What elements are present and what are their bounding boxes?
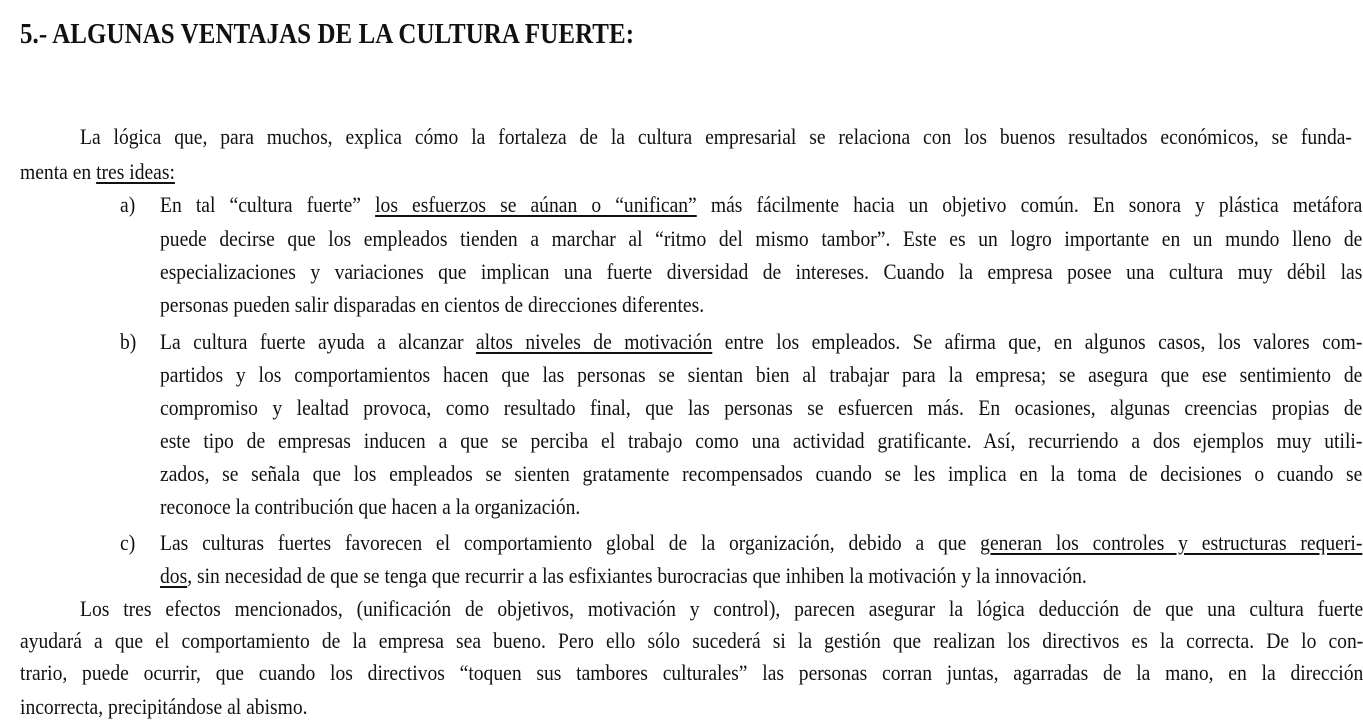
text-run: más fácilmente hacia un objetivo común. En sonora y plástica metáfora xyxy=(696,192,1363,217)
item-a-marker: a) xyxy=(120,192,136,217)
item-a-line-2: puede decirse que los empleados tienden a marchar al “ritmo del mismo tambor”. Este es un logro importante en un mundo lleno de xyxy=(160,226,1363,251)
closing-line-2: ayudará a que el comportamiento de la empresa sea bueno. Pero ello sólo sucederá si la gestión que realizan los directivos es la correcta. De lo con- xyxy=(20,628,1363,653)
underlined-controles: generan los controles y estructuras requeri- xyxy=(980,530,1363,555)
item-b-line-4: este tipo de empresas inducen a que se perciba el trabajo como una actividad gratificante. Así, recurriendo a dos ejemplos muy utili- xyxy=(160,428,1363,453)
item-b-line-5: zados, se señala que los empleados se sienten gratamente recompensados cuando se les implica en la toma de decisiones o cuando se xyxy=(160,461,1363,486)
closing-line-4: incorrecta, precipitándose al abismo. xyxy=(20,694,308,719)
item-b-marker: b) xyxy=(120,329,137,354)
intro-line-1 xyxy=(80,123,1352,150)
closing-line-3: trario, puede ocurrir, que cuando los directivos “toquen sus tambores culturales” las personas corran juntas, agarradas de la mano, en la dirección xyxy=(20,660,1363,685)
text-run: entre los empleados. Se afirma que, en algunos casos, los valores com- xyxy=(712,329,1363,354)
section-heading: 5.- ALGUNAS VENTAJAS DE LA CULTURA FUERTE: xyxy=(20,18,635,50)
item-a-line-1 xyxy=(160,191,1362,218)
text-run: menta en xyxy=(20,159,97,184)
item-c-line-1 xyxy=(160,529,1362,556)
item-b-line-3: compromiso y lealtad provoca, como resultado final, que las personas se esfuercen más. En ocasiones, algunas creencias propias de xyxy=(160,395,1363,420)
item-a-line-3: especializaciones y variaciones que implican una fuerte diversidad de intereses. Cuando la empresa posee una cultura muy débil las xyxy=(160,259,1363,284)
underlined-motivacion: altos niveles de motivación xyxy=(475,329,713,354)
item-c-marker: c) xyxy=(120,530,136,555)
item-b-line-2: partidos y los comportamientos hacen que las personas se sientan bien al trabajar para la empresa; se asegura que ese sentimiento de xyxy=(160,362,1363,387)
closing-line-1: Los tres efectos mencionados, (unificación de objetivos, motivación y control), parecen asegurar la lógica deducción de que una cultura fuerte xyxy=(80,596,1363,621)
item-b-line-1 xyxy=(160,328,1362,355)
underlined-tres-ideas: tres ideas: xyxy=(96,159,175,184)
item-c-line-2 xyxy=(160,562,1087,589)
intro-line-2 xyxy=(20,158,175,185)
text-run: La lógica que, para muchos, explica cómo la fortaleza de la cultura empresarial se relaciona con los buenos resultados económicos, se funda- xyxy=(80,124,1352,149)
text-run: En tal “cultura fuerte” xyxy=(160,192,376,217)
text-run: Las culturas fuertes favorecen el comportamiento global de la organización, debido a que xyxy=(160,530,981,555)
item-a-line-4: personas pueden salir disparadas en cientos de direcciones diferentes. xyxy=(160,292,705,317)
underlined-esfuerzos: los esfuerzos se aúnan o “unifican” xyxy=(375,192,697,217)
underlined-dos: dos xyxy=(160,563,188,588)
text-run: , sin necesidad de que se tenga que recurrir a las esfixiantes burocracias que inhiben la motivación y la innovación. xyxy=(187,563,1087,588)
text-run: La cultura fuerte ayuda a alcanzar xyxy=(160,329,476,354)
item-b-line-6: reconoce la contribución que hacen a la organización. xyxy=(160,494,581,519)
